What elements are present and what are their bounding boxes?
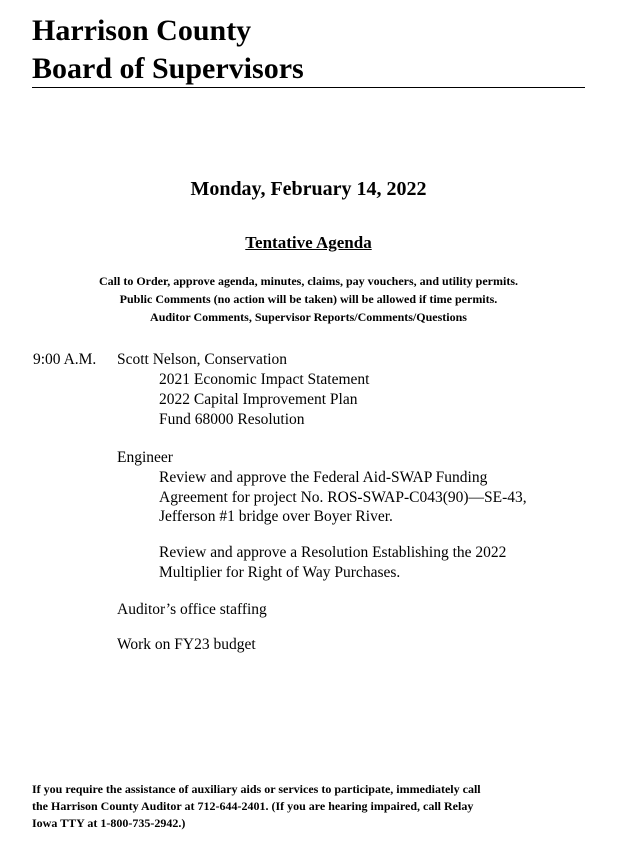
engineer-item-line: Jefferson #1 bridge over Boyer River. — [159, 508, 393, 525]
conservation-item: Fund 68000 Resolution — [159, 411, 305, 428]
staffing-item: Auditor’s office staffing — [117, 601, 267, 618]
engineer-item-line: Agreement for project No. ROS-SWAP-C043(90)—SE-43, — [159, 489, 527, 506]
county-name: Harrison County — [32, 14, 252, 47]
preamble-line: Public Comments (no action will be taken) will be allowed if time permits. — [119, 292, 498, 306]
header-divider — [32, 87, 585, 88]
engineer-item-line: Review and approve the Federal Aid-SWAP Funding — [159, 469, 488, 486]
conservation-heading: Scott Nelson, Conservation — [117, 351, 288, 368]
budget-item: Work on FY23 budget — [117, 636, 256, 653]
engineer-heading: Engineer — [117, 449, 173, 466]
document-header — [32, 12, 304, 88]
notice-line: If you require the assistance of auxiliary aids or services to participate, immediately call — [32, 782, 481, 796]
accessibility-notice — [32, 781, 577, 832]
preamble-line: Auditor Comments, Supervisor Reports/Comments/Questions — [150, 310, 467, 324]
board-name: Board of Supervisors — [32, 52, 304, 85]
agenda-time: 9:00 A.M. — [33, 351, 97, 368]
agenda-title: Tentative Agenda — [245, 233, 372, 252]
conservation-item: 2022 Capital Improvement Plan — [159, 391, 358, 408]
engineer-item-line: Review and approve a Resolution Establishing the 2022 — [159, 544, 507, 561]
notice-line: the Harrison County Auditor at 712-644-2401. (If you are hearing impaired, call Relay — [32, 799, 474, 813]
conservation-item: 2021 Economic Impact Statement — [159, 371, 370, 388]
meeting-date: Monday, February 14, 2022 — [190, 178, 427, 200]
notice-line: Iowa TTY at 1-800-735-2942.) — [32, 816, 186, 830]
engineer-item-line: Multiplier for Right of Way Purchases. — [159, 564, 401, 581]
preamble-line: Call to Order, approve agenda, minutes, claims, pay vouchers, and utility permits. — [98, 274, 518, 288]
agenda-preamble — [0, 272, 617, 326]
